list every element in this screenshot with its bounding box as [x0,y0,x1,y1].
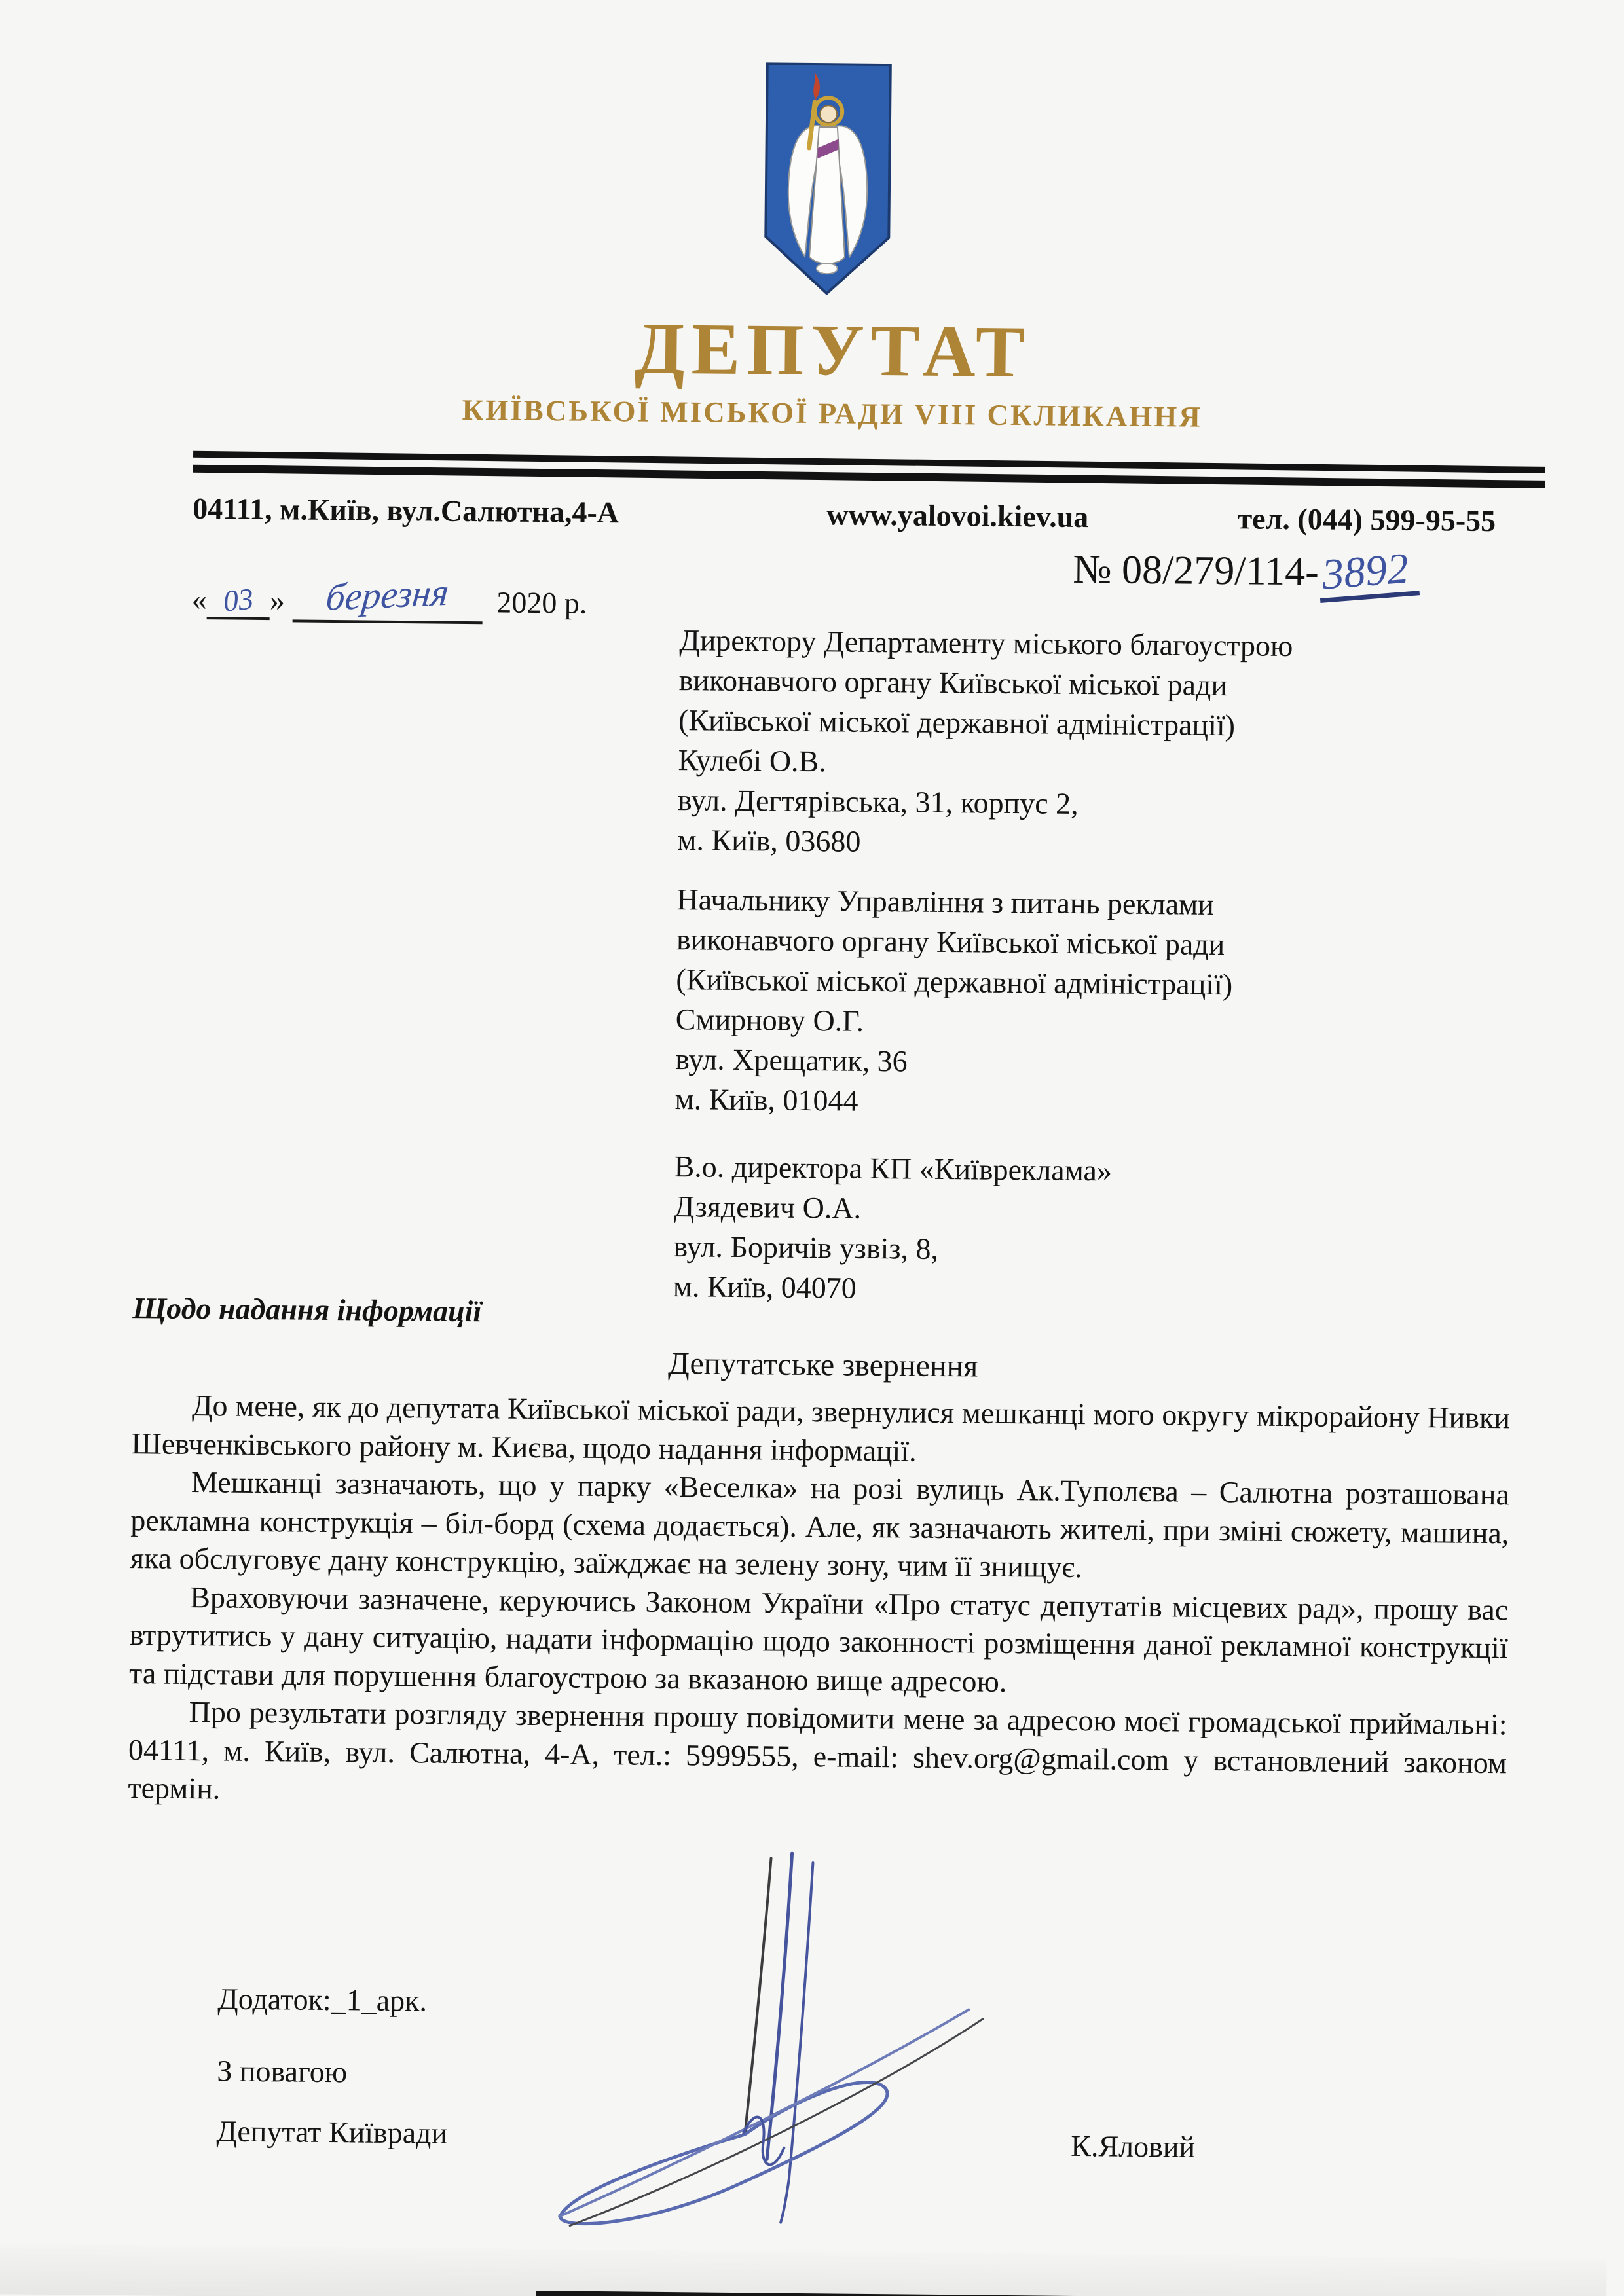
date-line [191,570,587,625]
recipient-block-1 [677,620,1550,868]
date-day-blank [207,582,270,620]
letter-body [128,1386,1510,1821]
attachment-note: Додаток:_1_арк. [217,1982,428,2018]
recipient-line: вул. Боричів узвіз, 8, [673,1230,939,1266]
contact-row [193,491,1496,538]
scan-bottom-shade [0,2244,1607,2296]
body-paragraph: Враховуючи зазначене, керуючись Законом України «Про статус депутатів місцевих рад», прошу вас втрутитись у дану ситуацію, надати інформацію щодо законності розміщення даної рекламної конструкції та підстави для порушення благоустрою за вказаною вище адресою. [128,1580,1509,1698]
recipient-line: (Київської міської державної адміністрації) [676,962,1233,1002]
recipient-block-3 [673,1146,1545,1315]
document-title: Депутатське звернення [667,1345,978,1384]
org-website: www.yalovoi.kiev.ua [826,498,1089,534]
recipient-line: Директору Департаменту міського благоустрою [679,623,1293,663]
recipient-line: виконавчого органу Київської міської ради [678,663,1228,702]
recipient-line: м. Київ, 04070 [673,1269,857,1305]
handwritten-number: 3892 [1317,546,1420,603]
org-subtitle: КИЇВСЬКОЇ МІСЬКОЇ РАДИ VIII СКЛИКАННЯ [462,393,1203,433]
recipient-line: вул. Хрещатик, 36 [674,1042,908,1078]
recipient-line: (Київської міської державної адміністрації) [678,703,1236,742]
recipient-line: Смирнову О.Г. [675,1002,864,1038]
body-paragraph: До мене, як до депутата Київської міської ради, звернулися мешканці мого округу мікрорайону Нивки Шевченківського району м. Києва, щодо надання інформації. [131,1389,1511,1468]
number-prefix: № 08/279/114- [1073,547,1320,594]
recipient-line: вул. Дегтярівська, 31, корпус 2, [677,783,1079,820]
date-month-blank [292,570,483,624]
recipient-line: Дзядевич О.А. [673,1190,862,1225]
handwritten-month: березня [323,570,451,619]
recipient-line: виконавчого органу Київської міської ради [676,922,1225,962]
recipient-line: Кулебі О.В. [678,743,827,778]
body-paragraph: Про результати розгляду звернення прошу повідомити мене за адресою моєї громадської приймальні: 04111, м. Київ, вул. Салютна, 4-А, тел.: 5999555, e-mail: shev.org@gmail.com у встановлений законом термін. [128,1694,1507,1806]
signer-name: К.Яловий [1071,2128,1196,2164]
date-year: 2020 р. [496,585,587,620]
recipient-block-2 [674,879,1547,1127]
recipient-line: В.о. директора КП «Київреклама» [674,1150,1113,1188]
kyiv-coat-of-arms-icon [761,61,894,298]
signer-position: Депутат Київради [216,2114,448,2150]
subject-line: Щодо надання інформації [132,1291,482,1328]
recipient-line: м. Київ, 03680 [677,823,861,858]
handwritten-day: 03 [221,581,255,618]
org-title: ДЕПУТАТ [634,308,1032,393]
recipient-line: м. Київ, 01044 [674,1082,858,1118]
quote-open: « [191,582,208,617]
outgoing-number [1073,544,1545,601]
signature-icon [481,1849,1035,2240]
body-paragraph: Мешканці зазначають, що у парку «Веселка» на розі вулиць Ак.Туполєва – Салютна розташована рекламна конструкція – біл-борд (схема додається). Але, як зазначають жителі, при зміні сюжету, машина, яка обслуговує дану конструкцію, заїжджає на зелену зону, чим її знищує. [130,1465,1510,1584]
quote-close: » [269,583,286,617]
regards-line: З повагою [217,2054,348,2089]
org-address: 04111, м.Київ, вул.Салютна,4-А [193,491,619,530]
org-phone: тел. (044) 599-95-55 [1237,501,1496,538]
recipient-line: Начальнику Управління з питань реклами [676,883,1215,921]
